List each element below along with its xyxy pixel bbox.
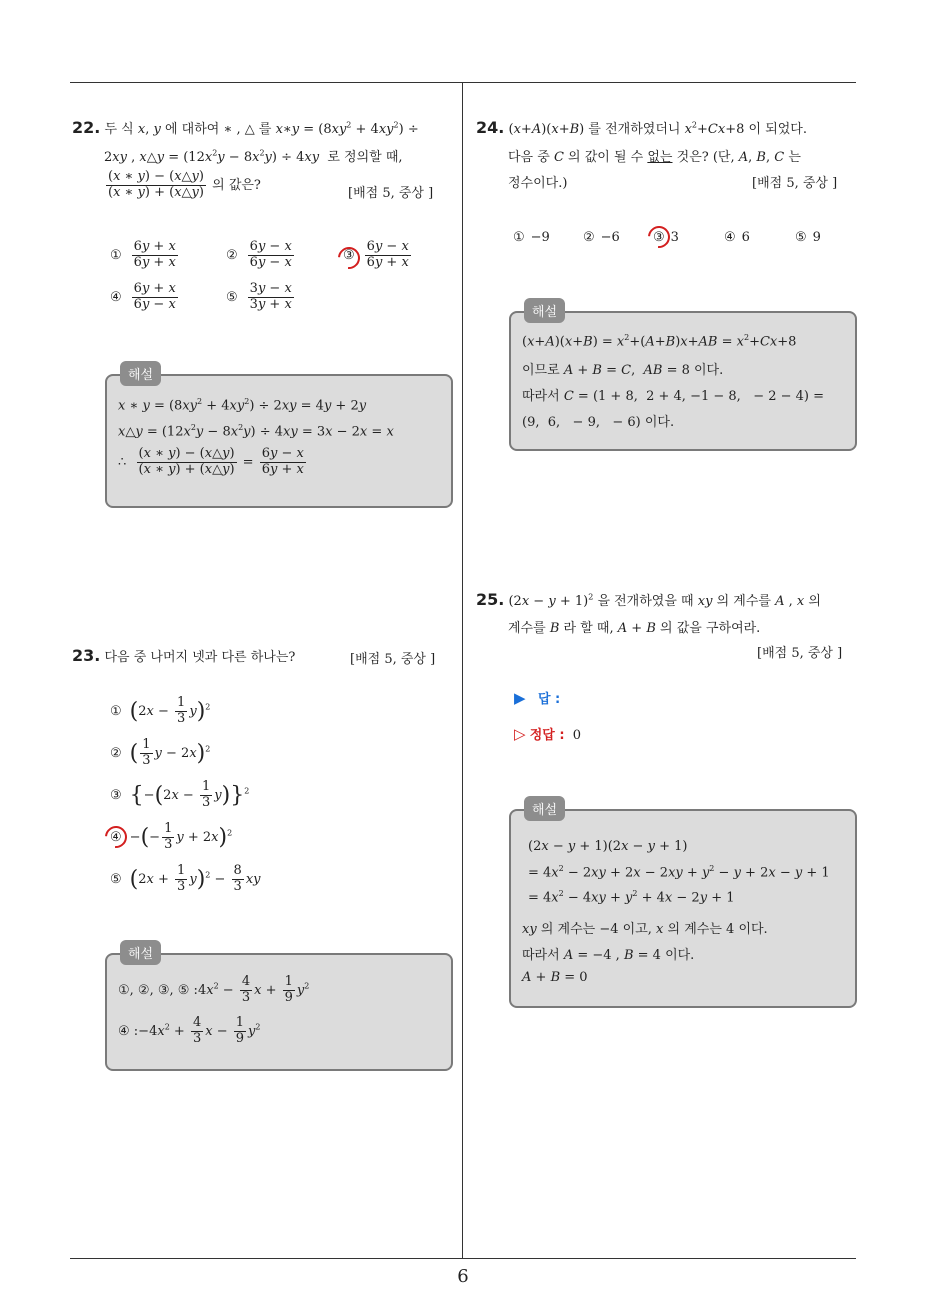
option-label: ② bbox=[583, 230, 595, 245]
q25-text: 의 계수를 bbox=[716, 594, 771, 609]
q25-solution-line3: = $4x^2 - 4xy + y^2 + 4x - 2y + 1$ bbox=[528, 889, 735, 906]
q24-underlined-text: 없는 bbox=[647, 150, 673, 165]
q25-text: 을 전개하였을 때 bbox=[597, 594, 694, 609]
q22-text: 의 값은? bbox=[212, 177, 261, 193]
q23-solution-line2: ④ $:-4x^2$ + $\frac{4}{3}$ x − $\frac{1}{9}$ $y^2$ bbox=[118, 1015, 261, 1046]
q24-solution-line2: 이므로 A + B = C, AB = 8 이다. bbox=[522, 363, 724, 378]
q25-solution-line1: (2x − y + 1)(2x − y + 1) bbox=[528, 839, 688, 854]
option-label: ④ bbox=[110, 829, 122, 845]
q23-option-3[interactable]: ③ {−(2x − $\frac{1}{3}$ y)}$^2$ bbox=[110, 779, 250, 810]
q24-solution-line3: 따라서 C = (1 + 8, 2 + 4, −1 − 8, − 2 − 4) = bbox=[522, 389, 825, 404]
q24-solution-line4: (9, 6, − 9, − 6) 이다. bbox=[522, 415, 675, 430]
q25-solution-text: 의 계수는 bbox=[540, 922, 596, 937]
q24-solution-box bbox=[509, 311, 857, 451]
q22-meta: [배점 5, 중상 ] bbox=[348, 186, 434, 201]
answer-check-mark bbox=[644, 222, 675, 253]
option-label: ① bbox=[513, 230, 525, 245]
q22-text: 를 bbox=[258, 122, 272, 137]
q22-text: 두 식 bbox=[104, 122, 134, 137]
q24-solution-text: 이다. bbox=[694, 363, 724, 378]
q22-solution-line2: x△y = $(12x^2y - 8x^2y) \div 4xy = 3x - 2x = x$ bbox=[118, 423, 394, 440]
q24-solution-text: 따라서 bbox=[522, 389, 560, 404]
q23-text: 다음 중 나머지 넷과 다른 하나는? bbox=[104, 650, 296, 665]
q24-text: 를 전개하였더니 bbox=[588, 122, 681, 137]
q24-solution-text: 이므로 bbox=[522, 363, 560, 378]
option-label: ② bbox=[226, 247, 238, 263]
option-label: ③ bbox=[110, 787, 122, 803]
q25-solution-text: 이다. bbox=[738, 922, 768, 937]
q25-number: 25. bbox=[476, 590, 505, 609]
q23-solution-tag: 해설 bbox=[120, 940, 161, 965]
q22-option-1[interactable]: ① $\frac{6y + x}{6y + x}$ bbox=[110, 239, 176, 270]
q24-solution-tag: 해설 bbox=[524, 298, 565, 323]
option-label: ① bbox=[110, 247, 122, 263]
q24-text: 이 되었다. bbox=[748, 122, 807, 137]
q24-line1: 24. (x+A)(x+B) 를 전개하였더니 $x^2+Cx+8$ 이 되었다. bbox=[476, 118, 807, 137]
q25-solution-text: 이고, bbox=[622, 922, 652, 937]
bottom-rule bbox=[70, 1258, 856, 1259]
q23-number: 23. bbox=[72, 646, 101, 665]
option-value: 3 bbox=[670, 230, 679, 245]
option-label: ④ bbox=[110, 289, 122, 305]
q25-solution-line5: 따라서 A = −4 , B = 4 이다. bbox=[522, 948, 695, 963]
answer-label: 답 : bbox=[537, 692, 561, 707]
q25-answer-row bbox=[514, 688, 560, 707]
q22-option-3[interactable]: ③ $\frac{6y - x}{6y + x}$ bbox=[343, 239, 409, 270]
q24-text: 의 값이 될 수 bbox=[568, 150, 644, 165]
q25-text: 계수를 bbox=[508, 621, 546, 636]
option-label: ⑤ bbox=[795, 230, 807, 245]
q24-text: 다음 중 bbox=[508, 150, 550, 165]
option-label: ③ bbox=[343, 247, 355, 263]
play-icon: ▶ bbox=[514, 689, 526, 707]
option-label: ④ bbox=[724, 230, 736, 245]
q22-line3: $\frac{(x ∗ y) - (x\triangle y)}{(x ∗ y) + (x\triangle y)}$ 의 값은? bbox=[108, 169, 261, 200]
q22-text: 에 대하여 bbox=[164, 122, 220, 137]
q24-line3: 정수이다.) bbox=[508, 176, 568, 191]
q23-line1 bbox=[72, 646, 295, 665]
q25-meta: [배점 5, 중상 ] bbox=[757, 646, 843, 661]
option-label: ⑤ bbox=[110, 871, 122, 887]
q22-solution-box bbox=[105, 374, 453, 508]
q25-solution-text: 따라서 bbox=[522, 948, 560, 963]
q23-solution-label: ①, ②, ③, ⑤ : bbox=[118, 982, 198, 998]
q24-text: 것은? (단, bbox=[676, 150, 735, 165]
option-label: ③ bbox=[653, 230, 665, 245]
q23-option-4[interactable]: ④ −(− $\frac{1}{3}$ y + 2x)$^2$ bbox=[110, 821, 233, 852]
option-value: −9 bbox=[530, 230, 550, 245]
q24-number: 24. bbox=[476, 118, 505, 137]
q25-line2: 계수를 B 라 할 때, A + B 의 값을 구하여라. bbox=[508, 621, 761, 636]
page-number: 6 bbox=[457, 1266, 469, 1287]
q25-text: 의 값을 구하여라. bbox=[660, 621, 761, 636]
q23-solution-label: ④ : bbox=[118, 1023, 139, 1039]
q22-solution-line3: ∴ $\frac{(x ∗ y) - (x\triangle y)}{(x ∗ y) + (x\triangle y)}$ = $\frac{6y - x}{6y + x}$ bbox=[118, 446, 304, 477]
option-label: ② bbox=[110, 745, 122, 761]
q22-option-5[interactable]: ⑤ $\frac{3y - x}{3y + x}$ bbox=[226, 281, 292, 312]
q25-line1: 25. $(2x - y + 1)^2$ 을 전개하였을 때 xy 의 계수를 A , x 의 bbox=[476, 590, 821, 609]
q25-solution-line6: A + B = 0 bbox=[522, 970, 588, 985]
q23-option-5[interactable]: ⑤ (2x + $\frac{1}{3}$ y)$^2$ − $\frac{8}{3}$ xy bbox=[110, 863, 261, 894]
q24-line2: 다음 중 C 의 값이 될 수 없는 것은? (단, A, B, C 는 bbox=[508, 150, 801, 165]
q24-option-5[interactable] bbox=[795, 230, 821, 245]
q24-solution-line1: $(x+A)(x+B) = x^2+(A+B)x+AB = x^2+Cx+8$ bbox=[522, 333, 797, 350]
q22-solution-tag: 해설 bbox=[120, 361, 161, 386]
q25-solution-text: 이다. bbox=[665, 948, 695, 963]
option-label: ⑤ bbox=[226, 289, 238, 305]
q22-solution-line1: x ∗ $y = (8xy^2 + 4xy^2) \div 2xy = 4y + 2y$ bbox=[118, 397, 367, 414]
option-value: −6 bbox=[600, 230, 620, 245]
q24-solution-text: 이다. bbox=[644, 415, 675, 430]
q23-solution-line1: ①, ②, ③, ⑤ $:4x^2$ − $\frac{4}{3}$ x + $\frac{1}{9}$ $y^2$ bbox=[118, 974, 310, 1005]
q24-text: 는 bbox=[788, 150, 801, 165]
q22-option-2[interactable]: ② $\frac{6y - x}{6y - x}$ bbox=[226, 239, 292, 270]
q24-option-1[interactable] bbox=[513, 230, 550, 245]
q24-option-2[interactable] bbox=[583, 230, 620, 245]
q23-meta: [배점 5, 중상 ] bbox=[350, 652, 436, 667]
q22-number: 22. bbox=[72, 118, 101, 137]
q25-correct-row bbox=[514, 724, 581, 743]
correct-answer-value: 0 bbox=[572, 728, 582, 743]
q22-line2: 2xy , x△y = $(12x^2y - 8x^2y) \div 4xy$ 로 정의할 때, bbox=[104, 148, 403, 165]
option-label: ① bbox=[110, 703, 122, 719]
top-rule bbox=[70, 82, 856, 83]
q25-solution-line2: = $4x^2 - 2xy + 2x - 2xy + y^2 - y + 2x - y + 1$ bbox=[528, 864, 830, 881]
q24-meta: [배점 5, 중상 ] bbox=[752, 176, 838, 191]
q25-solution-text: 의 계수는 bbox=[667, 922, 722, 937]
q24-option-4[interactable] bbox=[724, 230, 750, 245]
option-value: 9 bbox=[812, 230, 821, 245]
q23-option-1[interactable]: ① (2x − $\frac{1}{3}$ y)$^2$ bbox=[110, 695, 211, 726]
q25-text: 라 할 때, bbox=[563, 621, 614, 636]
q23-option-2[interactable]: ② ( $\frac{1}{3}$ y − 2x)$^2$ bbox=[110, 737, 211, 768]
option-value: 6 bbox=[741, 230, 750, 245]
q25-solution-tag: 해설 bbox=[524, 796, 565, 821]
column-divider bbox=[462, 83, 463, 1258]
correct-answer-label: 정답 : bbox=[529, 728, 565, 743]
q25-text: 의 bbox=[808, 594, 821, 609]
q22-line1: 22. 두 식 x, y 에 대하여 ∗ , △ 를 x∗y = $(8xy^2 + 4xy^2)$ ÷ bbox=[72, 118, 419, 137]
q22-text: 로 정의할 때, bbox=[327, 150, 403, 165]
q25-solution-line4: xy 의 계수는 −4 이고, x 의 계수는 4 이다. bbox=[522, 922, 768, 937]
q23-solution-box bbox=[105, 953, 453, 1071]
q22-option-4[interactable]: ④ $\frac{6y + x}{6y - x}$ bbox=[110, 281, 176, 312]
triangle-outline-icon: ▷ bbox=[514, 725, 526, 743]
